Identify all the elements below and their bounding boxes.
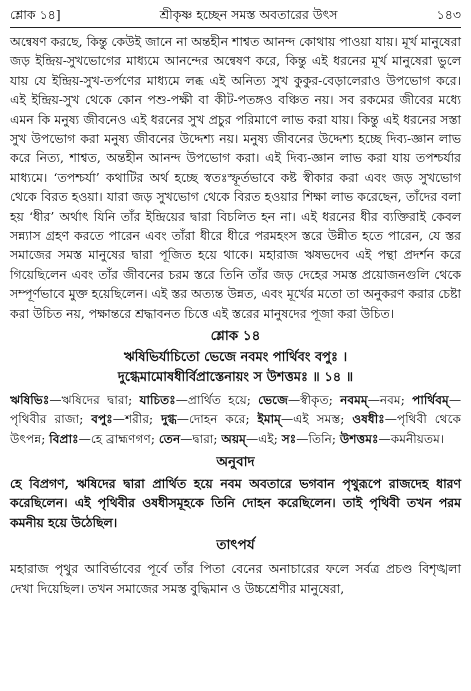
verse-line-1: ঋষিভির্যাচিতো ভেজে নবমং পার্থিবং বপুঃ । [123, 350, 348, 366]
translation-heading: অনুবাদ [216, 453, 255, 470]
synonym-word: যাচিতঃ [139, 393, 176, 408]
synonym-meaning: —এই সমস্ত; [280, 412, 353, 427]
synonym-word: ওষধীঃ [352, 412, 385, 427]
synonym-word: পার্থিবম্ [412, 393, 449, 408]
synonym-meaning: —কমনীয়তম। [378, 431, 445, 446]
synonym-meaning: —পৃথিবীর রাজা; [10, 393, 461, 427]
synonym-meaning: —হে ব্রাহ্মণগণ; [78, 431, 159, 446]
synonym-word: দুগ্ধ [161, 412, 177, 427]
synonym-word: ইমাম্ [257, 412, 281, 427]
synonym-word: তেন [158, 431, 181, 446]
synonym-meaning: —এই; [245, 431, 282, 446]
synonym-word: উশত্তমঃ [339, 431, 379, 446]
translation-paragraph: হে বিপ্রগণ, ঋষিদের দ্বারা প্রার্থিত হয়ে নবম অবতারে ভগবান পৃথুরূপে রাজদেহ ধারণ করেছিলেন। এই পৃথিবীর ওষধীসমূহকে তিনি দোহন করেছিলেন। তাই পৃথিবী তখন পরম কমনীয় হয়ে উঠেছিল। [10, 475, 461, 530]
synonym-meaning: —পৃথিবী থেকে উৎপন্ন; [10, 412, 461, 446]
synonym-meaning: —শরীর; [112, 412, 162, 427]
synonym-word: অয়ম্ [221, 431, 246, 446]
synonym-word: সঃ [281, 431, 297, 446]
synonym-meaning: —দোহন করে; [176, 412, 258, 427]
page-header [10, 6, 461, 28]
synonym-meaning: —দ্বারা; [180, 431, 222, 446]
synonym-word: ভেজে [258, 393, 288, 408]
synonym-word: নবমম্ [340, 393, 368, 408]
synonym-meaning: —স্বীকৃত; [287, 393, 341, 408]
synonym-meaning: —তিনি; [296, 431, 340, 446]
synonym-meaning: —ঋষিদের দ্বারা; [49, 393, 140, 408]
purport-heading: তাৎপর্য [216, 537, 255, 554]
synonym-meaning: —নবম; [367, 393, 413, 408]
synonyms-paragraph [10, 391, 461, 449]
synonym-word: বিপ্রাঃ [49, 431, 79, 446]
purport-paragraph: মহারাজ পৃথুর আবির্ভাবের পূর্বে তাঁর পিতা বেনের অনাচারের ফলে সর্বত্র প্রচণ্ড বিশৃঙ্খলা দেখা দিয়েছিল। তখন সমাজের সমস্ত বুদ্ধিমান ও উচ্চশ্রেণীর মানুষেরা, [10, 561, 461, 596]
verse-heading: শ্লোক ১৪ [210, 328, 261, 345]
synonym-word: ঋষিভিঃ [10, 393, 50, 408]
verse-line-2: দুগ্ধেমামোষধীর্বিপ্রাস্তেনায়ং স উশত্তমঃ ॥ ১৪ ॥ [117, 370, 354, 386]
page-number: ১৪৩ [436, 7, 461, 22]
synonym-word: বপুঃ [91, 412, 113, 427]
synonym-meaning: —প্রার্থিত হয়ে; [175, 393, 259, 408]
purport-continued-paragraph: অন্বেষণ করছে, কিন্তু কেউই জানে না অন্তহীন শাশ্বত আনন্দ কোথায় পাওয়া যায়। মূর্খ মানুষেরা জড় ইন্দ্রিয়-সুখভোগের মাধ্যমে আনন্দের অন্বেষণ করে, কিন্তু এই ধরনের মূর্খ মানুষেরা ভুলে যায় যে ইন্দ্রিয়-সুখ-তর্পণের মাধ্যমে লব্ধ এই অনিত্য সুখ কুকুর-বেড়ালেরাও উপভোগ করে। এই ইন্দ্রিয়-সুখ থেকে কোন পশু-পক্ষী বা কীট-পতঙ্গও বঞ্চিত নয়। সব রকমের জীবের মধ্যে এমন কি মনুষ্য জীবনেও এই ধরনের সুখ প্রচুর পরিমাণে লাভ করা যায়। কিন্তু এই ধরনের সস্তা সুখ উপভোগ করা মনুষ্য জীবনের উদ্দেশ্য নয়। মনুষ্য জীবনের উদ্দেশ্য হচ্ছে দিব্য-জ্ঞান লাভ করে নিত্য, শাশ্বত, অন্তহীন আনন্দ উপভোগ করা। এই দিব্য-জ্ঞান লাভ করা যায় তপশ্চর্যার মাধ্যমে। ‘তপশ্চর্যা’ কথাটির অর্থ হচ্ছে স্বতঃস্ফূর্তভাবে কষ্ট স্বীকার করা এবং জড় সুখভোগ থেকে বিরত হওয়া। যারা জড় সুখভোগ থেকে বিরত হওয়ার শিক্ষা লাভ করেছেন, তাঁদের বলা হয় ‘ধীর’ অর্থাৎ যিনি তাঁর ইন্দ্রিয়ের দ্বারা বিচলিত হন না। এই ধরনের ধীর ব্যক্তিরাই কেবল সন্ন্যাস গ্রহণ করতে পারেন এবং তাঁরা ধীরে ধীরে পরমহংস স্তরে উন্নীত হতে পারেন, যে স্তর সমাজের সমস্ত মানুষের দ্বারা পূজিত হয়ে থাকে। মহারাজ ঋষভদেব এই পন্থা প্রদর্শন করে গিয়েছিলেন এবং তাঁর জীবনের চরম স্তরে তিনি তাঁর জড় দেহের সমস্ত প্রয়োজনগুলি থেকে সম্পূর্ণভাবে মুক্ত হয়েছিলেন। এই স্তর অত্যন্ত উন্নত, এবং মূর্খের মতো তা অনুকরণ করার চেষ্টা করা উচিত নয়, পক্ষান্তরে শ্রদ্ধাবনত চিত্তে এই স্তরের মানুষদের পূজা করা উচিত। [10, 34, 461, 321]
header-verse-ref: শ্লোক ১৪] [10, 7, 61, 22]
header-chapter-title: শ্রীকৃষ্ণ হচ্ছেন সমস্ত অবতারের উৎস [159, 7, 338, 22]
